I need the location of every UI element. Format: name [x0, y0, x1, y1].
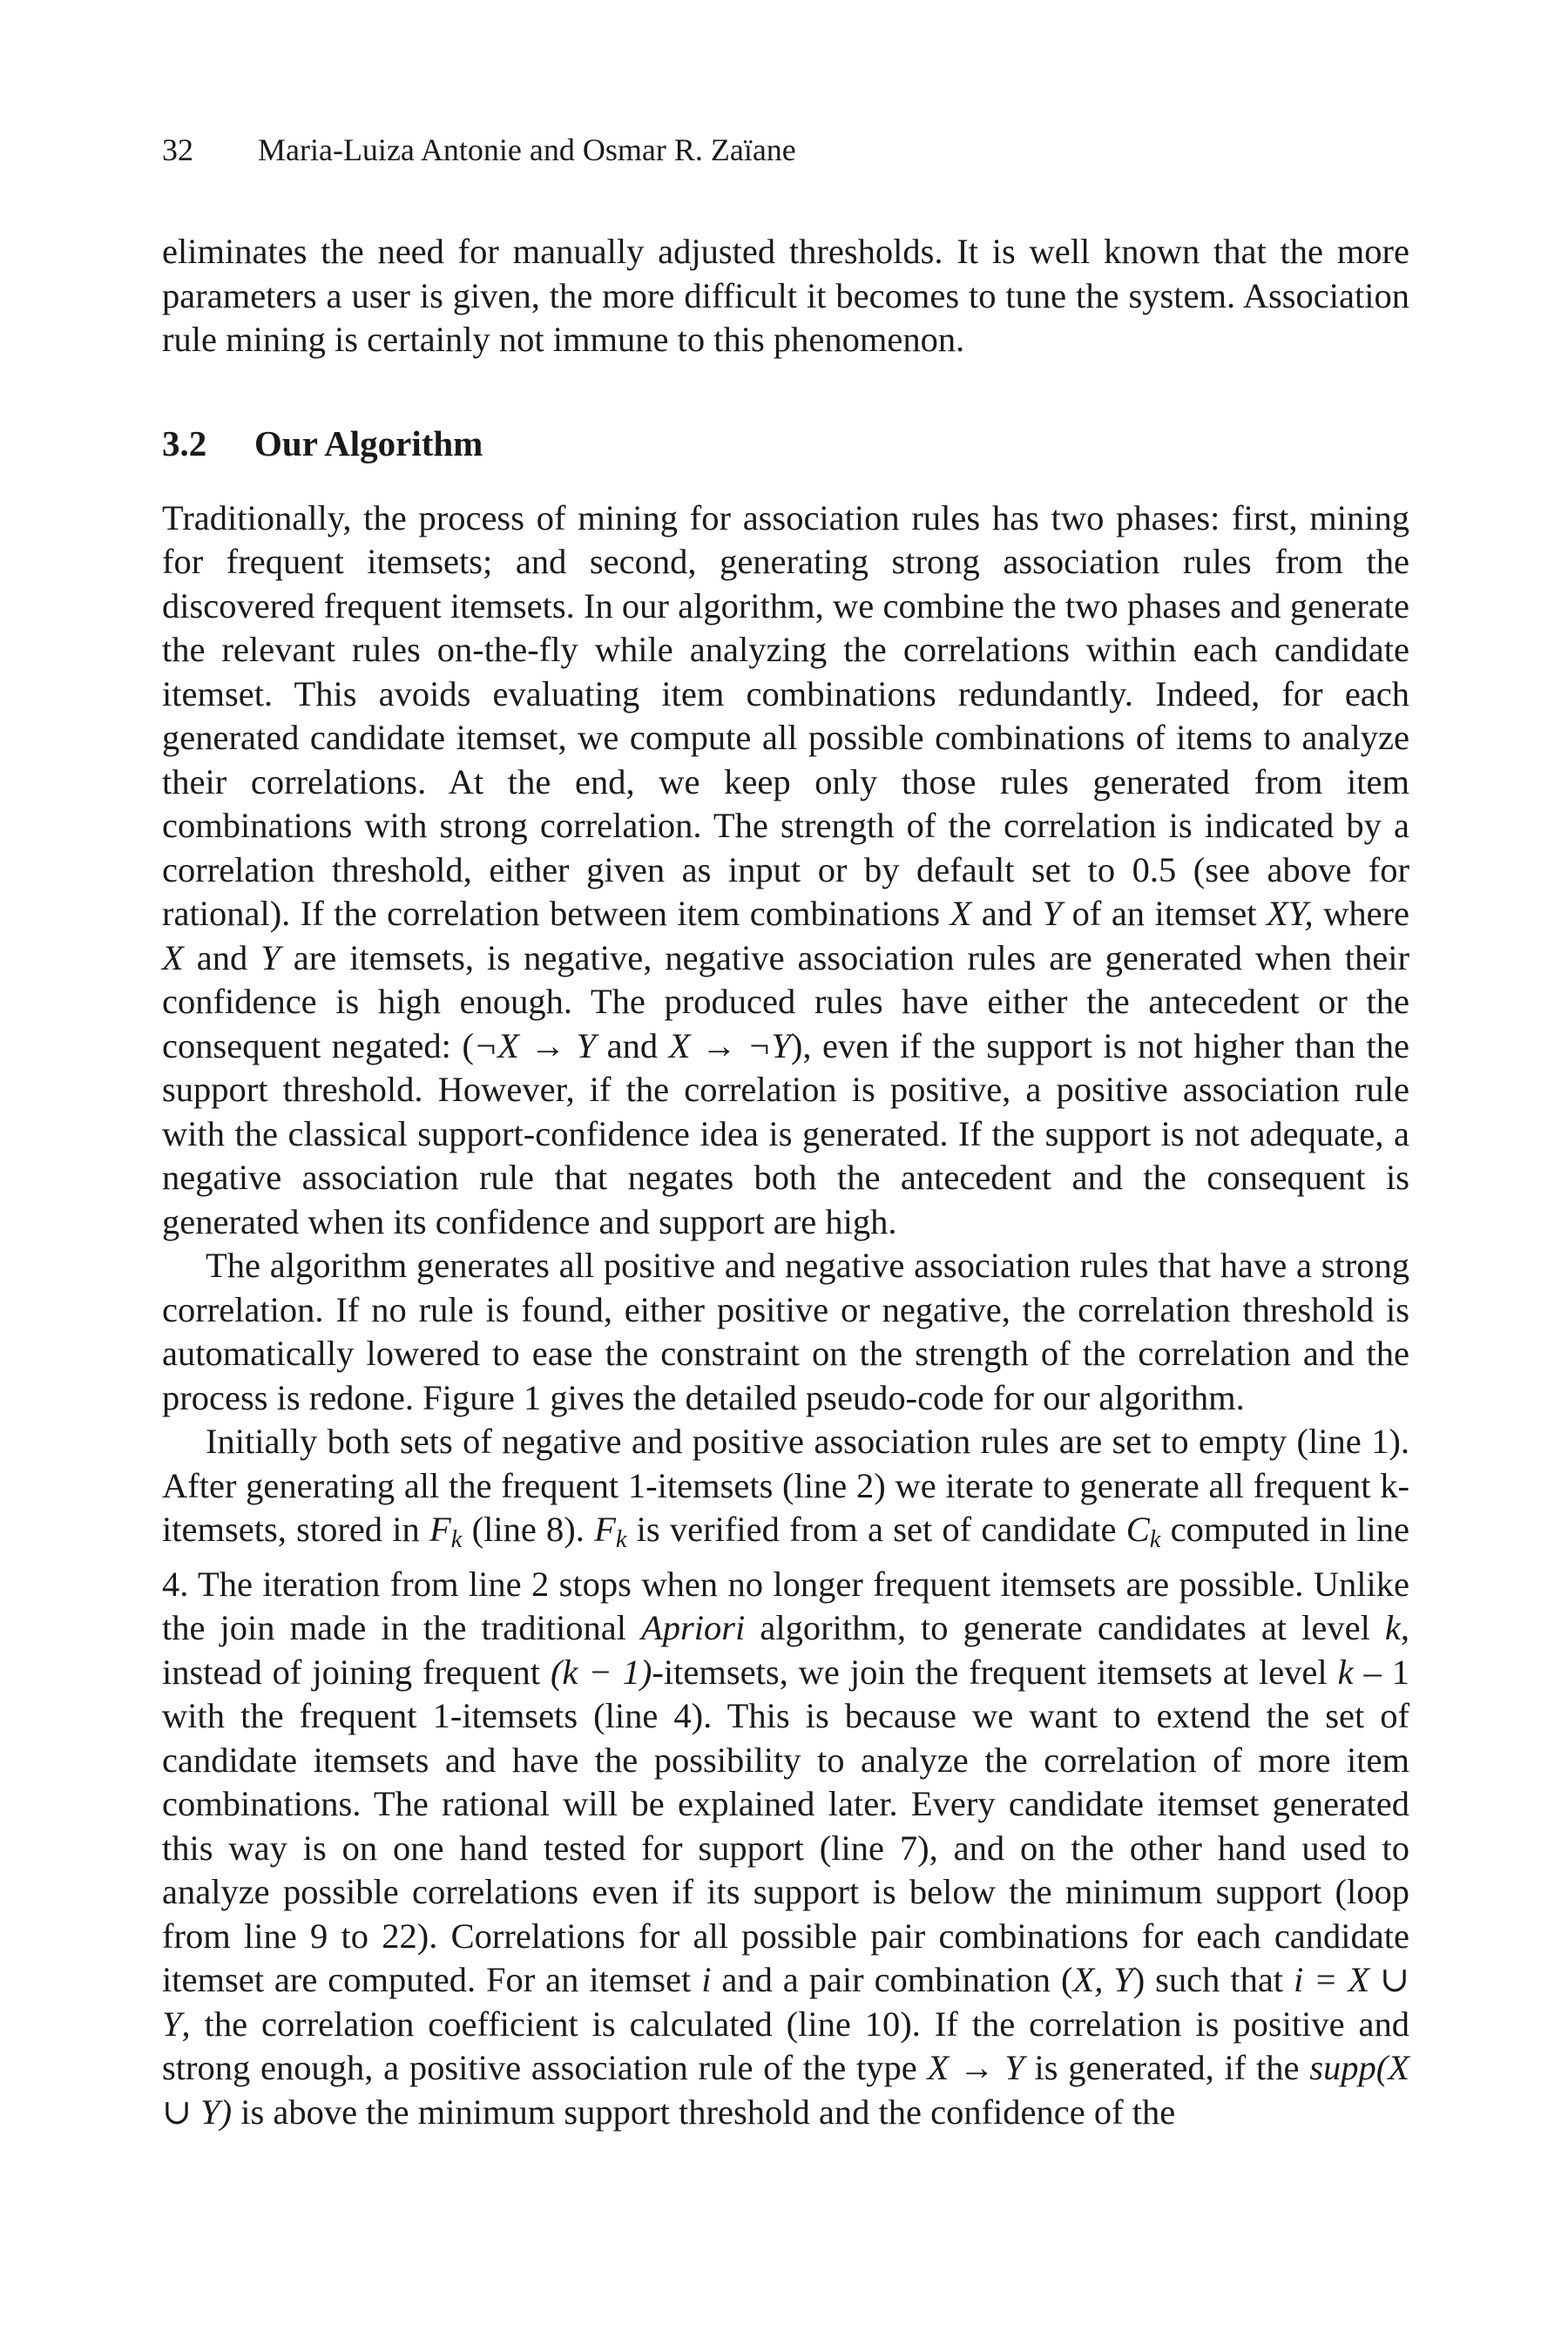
p1-text-h: ), even if the support is not higher than the support threshold. However, if the correlation is positive, a positive association rule with the classical support-confidence idea is generated. If the support is not adequate, a negative association rule that negates both the antecedent and the consequent is generated when its confidence and support are high.: [162, 1025, 1410, 1241]
p1-text-c: of an itemset: [1062, 894, 1267, 933]
p3-text-l: is generated, if the: [1024, 2048, 1310, 2088]
p3-k-minus-1: (k − 1): [550, 1652, 652, 1692]
p3-var-ck-sub: k: [1149, 1526, 1161, 1554]
p3-text-g: -itemsets, we join the frequent itemsets at level: [652, 1652, 1338, 1692]
paragraph-2: The algorithm generates all positive and negative association rules that have a strong correlation. If no rule is found, either positive or negative, the correlation threshold is automatically lowered to ease the constraint on the strength of the correlation and the process is redone. Figure 1 gives the detailed pseudo-code for our algorithm.: [162, 1246, 1409, 1417]
p3-var-fk1: F: [429, 1510, 451, 1549]
p3-var-k1: k: [1384, 1608, 1401, 1648]
p3-var-fk2-sub: k: [615, 1526, 627, 1554]
running-head-authors: Maria-Luiza Antonie and Osmar R. Zaïane: [258, 132, 796, 167]
p1-var-xy: XY,: [1266, 894, 1314, 933]
p1-text-a: Traditionally, the process of mining for association rules has two phases: first, mining for frequent itemsets; and second, generating strong association rules from the discovered frequent itemsets. In our algorithm, we combine the two phases and generate the relevant rules on-the-fly while analyzing the correlations within each candidate itemset. This avoids evaluating item combinations redundantly. Indeed, for each generated candidate itemset, we compute all possible combinations of items to analyze their correlations. At the end, we keep only those rules generated from item combinations with strong correlation. The strength of the correlation is indicated by a correlation threshold, either given as input or by default set to 0.5 (see above for rational). If the correlation between item combinations: [162, 497, 1409, 933]
p1-var-y2: Y: [260, 937, 280, 977]
p3-supp: supp(X ∪ Y): [162, 2048, 1410, 2132]
p3-var-ck: C: [1125, 1510, 1150, 1549]
section-number: 3.2: [162, 422, 207, 463]
p3-text-e: algorithm, to generate candidates at level: [745, 1608, 1385, 1648]
p3-text-j: ) such that: [1132, 1960, 1294, 2000]
p3-text-c: is verified from a set of candidate: [626, 1510, 1126, 1549]
p1-text-f: are itemsets, is negative, negative association rules are generated when their confidence is high enough. The produced rules have either the antecedent or the consequent negated: (: [162, 937, 1409, 1065]
p1-var-x2: X: [162, 937, 184, 977]
p1-rule-negated-consequent: X → ¬Y: [668, 1025, 791, 1065]
p3-var-fk1-sub: k: [450, 1526, 463, 1554]
p1-text-d: where: [1313, 894, 1410, 933]
p1-var-x: X: [950, 894, 972, 933]
paragraph-1: [162, 497, 1409, 1245]
p3-pair: X, Y: [1072, 1960, 1133, 2000]
p3-union: i = X ∪ Y: [162, 1960, 1409, 2044]
p1-text-b: and: [971, 894, 1043, 933]
paragraph-3: [162, 1420, 1409, 2134]
p3-text-k: , the correlation coefficient is calculated (line 10). If the correlation is positive and strong enough, a positive association rule of the type: [162, 2004, 1409, 2088]
page-number: 32: [162, 132, 193, 167]
p3-rule-positive: X → Y: [927, 2048, 1024, 2088]
p1-rule-negated-antecedent: ¬X → Y: [473, 1025, 597, 1065]
p3-var-fk2: F: [594, 1510, 616, 1549]
intro-paragraph: eliminates the need for manually adjusted thresholds. It is well known that the more parameters a user is given, the more difficult it becomes to tune the system. Association rule mining is certainly not immune to this phenomenon.: [162, 232, 1409, 359]
p3-text-b: (line 8).: [462, 1510, 595, 1549]
p3-text-a: Initially both sets of negative and positive association rules are set to empty (line 1). After generating all the frequent 1-itemsets (line 2) we iterate to generate all frequent k-itemsets, stored in: [162, 1422, 1409, 1549]
p3-text-f: , instead of joining frequent: [162, 1608, 1410, 1692]
p1-text-e: and: [183, 937, 261, 977]
section-heading: [162, 422, 1409, 465]
p3-text-h: – 1 with the frequent 1-itemsets (line 4). This is because we want to extend the set of candidate itemsets and have the possibility to analyze the correlation of more item combinations. The rational will be explained later. Every candidate itemset generated this way is on one hand tested for support (line 7), and on the other hand used to analyze possible correlations even if its support is below the minimum support (loop from line 9 to 22). Correlations for all possible pair combinations for each candidate itemset are computed. For an itemset: [162, 1652, 1410, 2000]
p3-text-i: and a pair combination (: [711, 1960, 1073, 2000]
p3-text-m: is above the minimum support threshold and the confidence of the: [232, 2092, 1176, 2132]
p1-text-g: and: [596, 1025, 669, 1065]
p3-apriori: Apriori: [641, 1608, 746, 1648]
p1-var-y: Y: [1042, 894, 1063, 933]
p3-text-d: computed in line 4. The iteration from line 2 stops when no longer frequent itemsets are possible. Unlike the join made in the traditional: [162, 1510, 1409, 1648]
running-head: [162, 131, 1409, 169]
page: [162, 131, 1409, 2265]
section-title: Our Algorithm: [254, 422, 483, 463]
p3-var-k2: k: [1337, 1652, 1354, 1692]
p3-var-i: i: [701, 1960, 712, 2000]
